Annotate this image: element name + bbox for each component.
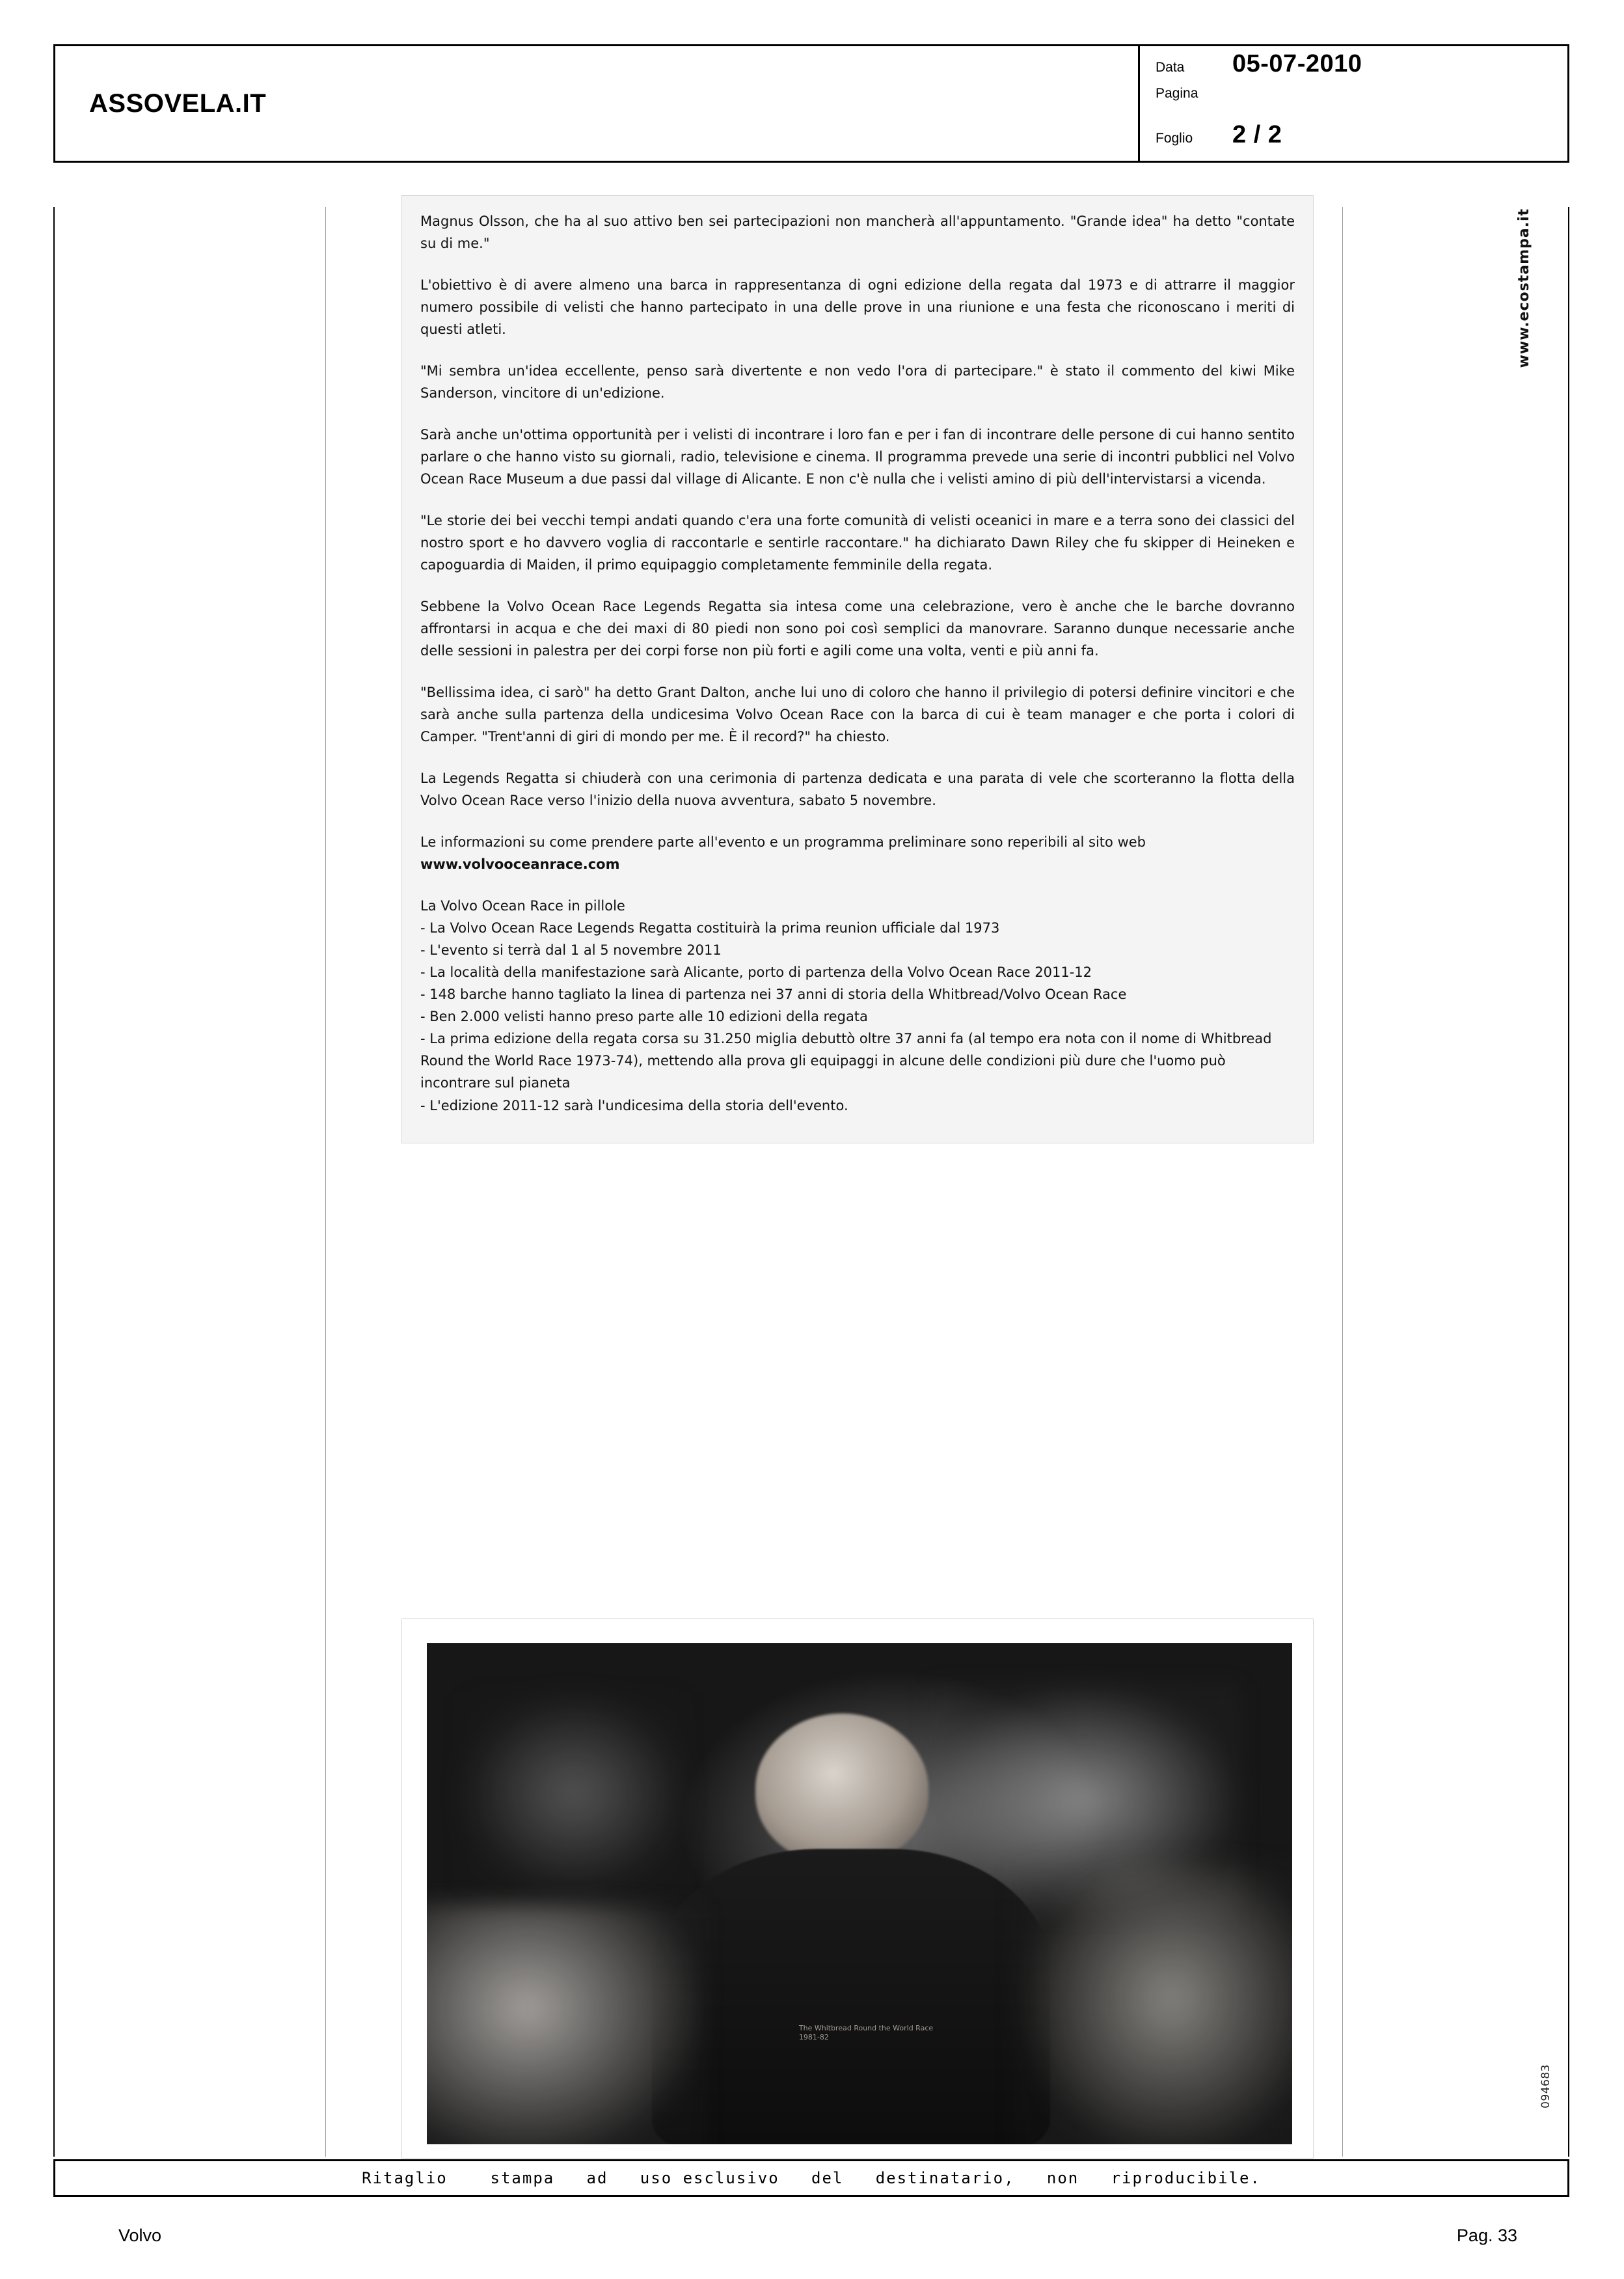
clipping-notice-box [53, 2159, 1569, 2197]
list-item: - L'evento si terrà dal 1 al 5 novembre 2011 [420, 942, 722, 959]
article-bullet-list [420, 895, 1295, 1116]
page-footer [53, 2226, 1569, 2246]
header-brand-area [55, 46, 1138, 161]
photo-foreground-right [1015, 1864, 1292, 2144]
page-footer-right: Pag. 33 [1456, 2226, 1517, 2245]
volvo-ocean-race-url[interactable]: www.volvooceanrace.com [420, 856, 620, 873]
photo-subject-body [652, 1849, 1050, 2144]
meta-label-foglio: Foglio [1156, 131, 1193, 146]
list-item: - La località della manifestazione sarà Alicante, porto di partenza della Volvo Ocean Race 2011-12 [420, 964, 1092, 981]
list-item: - L'edizione 2011-12 sarà l'undicesima della storia dell'evento. [420, 1097, 848, 1113]
inner-rule-right [1342, 207, 1343, 2157]
meta-row-pagina [1156, 86, 1567, 122]
meta-row-data [1156, 50, 1567, 86]
meta-value-data: 05-07-2010 [1232, 50, 1362, 77]
meta-value-foglio: 2 / 2 [1232, 121, 1282, 149]
header-meta-area [1138, 46, 1567, 161]
ecostampa-website-vertical: www.ecostampa.it [1516, 208, 1532, 368]
article-paragraph: La Legends Regatta si chiuderà con una cerimonia di partenza dedicata e una parata di vele che scorteranno la flotta della Volvo Ocean Race verso l'inizio della nuova avventura, sabato 5 novembre. [420, 771, 1295, 809]
photo-foreground-left [427, 1904, 704, 2144]
article-photo [427, 1643, 1292, 2144]
article-website-paragraph [420, 831, 1295, 875]
meta-label-pagina: Pagina [1156, 85, 1198, 101]
photo-subject-head [755, 1713, 928, 1864]
article-paragraph: Magnus Olsson, che ha al suo attivo ben sei partecipazioni non mancherà all'appuntamento. "Grande idea" ha detto "contate su di me." [420, 213, 1295, 252]
list-item: - La prima edizione della regata corsa su 31.250 miglia debuttò oltre 37 anni fa (al tempo era nota con il nome di Whitbread Round the World Race 1973-74), mettendo alla prova gli equipaggi in alcune delle condizioni più dure che l'uomo può incontrare sul pianeta [420, 1031, 1272, 1091]
meta-label-data: Data [1156, 60, 1185, 75]
bullets-title: La Volvo Ocean Race in pillole [420, 898, 625, 914]
photo-overlay-text: The Whitbread Round the World Race 1981-82 [798, 2024, 934, 2041]
photo-background-highlight-secondary [461, 1693, 686, 1894]
list-item: - Ben 2.000 velisti hanno preso parte alle 10 edizioni della regata [420, 1009, 868, 1025]
list-item: - La Volvo Ocean Race Legends Regatta costituirà la prima reunion ufficiale dal 1973 [420, 920, 1000, 936]
article-photo-frame [401, 1618, 1314, 2159]
article-paragraph: L'obiettivo è di avere almeno una barca in rappresentanza di ogni edizione della regata dal 1973 e di attrarre il maggior numero possibile di velisti che hanno partecipato in una delle prove in una riunione e una festa che riconoscano i meriti di questi atleti. [420, 277, 1295, 338]
article-paragraph: "Mi sembra un'idea eccellente, penso sarà divertente e non vedo l'ora di partecipare." è stato il commento del kiwi Mike Sanderson, vincitore di un'edizione. [420, 363, 1295, 402]
article-paragraph: Sebbene la Volvo Ocean Race Legends Regatta sia intesa come una celebrazione, vero è anche che le barche dovranno affrontarsi in acqua e che dei maxi di 80 piedi non sono poi così semplici da manovrare. Saranno dunque necessarie anche delle sessioni in palestra per dei corpi forse non più forti e agili come una volta, venti e più anni fa. [420, 599, 1295, 659]
article-paragraph: Sarà anche un'ottima opportunità per i velisti di incontrare i loro fan e per i fan di incontrare delle persone di cui hanno sentito parlare o che hanno visto su giornali, radio, televisione e cinema. Il programma prevede una serie di incontri pubblici nel Volvo Ocean Race Museum a due passi dal village di Alicante. E non c'è nulla che i velisti amino di più dell'intervistarsi a vicenda. [420, 427, 1295, 487]
brand-title: ASSOVELA.IT [89, 89, 267, 118]
website-intro-text: Le informazioni su come prendere parte all'evento e un programma preliminare sono reperibili al sito web [420, 834, 1146, 851]
article-paragraph: "Bellissima idea, ci sarò" ha detto Grant Dalton, anche lui uno di coloro che hanno il privilegio di potersi definire vincitori e che sarà anche sulla partenza della undicesima Volvo Ocean Race con la barca di cui è team manager e che porta i colori di Camper. "Trent'anni di giri di mondo per me. È il record?" ha chiesto. [420, 685, 1295, 745]
article-text-block [401, 195, 1314, 1143]
list-item: - 148 barche hanno tagliato la linea di partenza nei 37 anni di storia della Whitbread/Volvo Ocean Race [420, 987, 1127, 1003]
clipping-notice-text: Ritaglio stampa ad uso esclusivo del destinatario, non riproducibile. [362, 2169, 1261, 2187]
article-paragraph: "Le storie dei bei vecchi tempi andati quando c'era una forte comunità di velisti oceanici in mare e a terra sono dei classici del nostro sport e ho davvero voglia di raccontarle e sentirle raccontare." ha dichiarato Dawn Riley che fu skipper di Heineken e capoguardia di Maiden, il primo equipaggio completamente femminile della regata. [420, 513, 1295, 573]
document-header [53, 44, 1569, 163]
meta-row-foglio [1156, 121, 1567, 157]
inner-rule-left [325, 207, 326, 2157]
document-number-vertical: 094683 [1539, 2064, 1552, 2108]
page-footer-left: Volvo [118, 2226, 162, 2245]
